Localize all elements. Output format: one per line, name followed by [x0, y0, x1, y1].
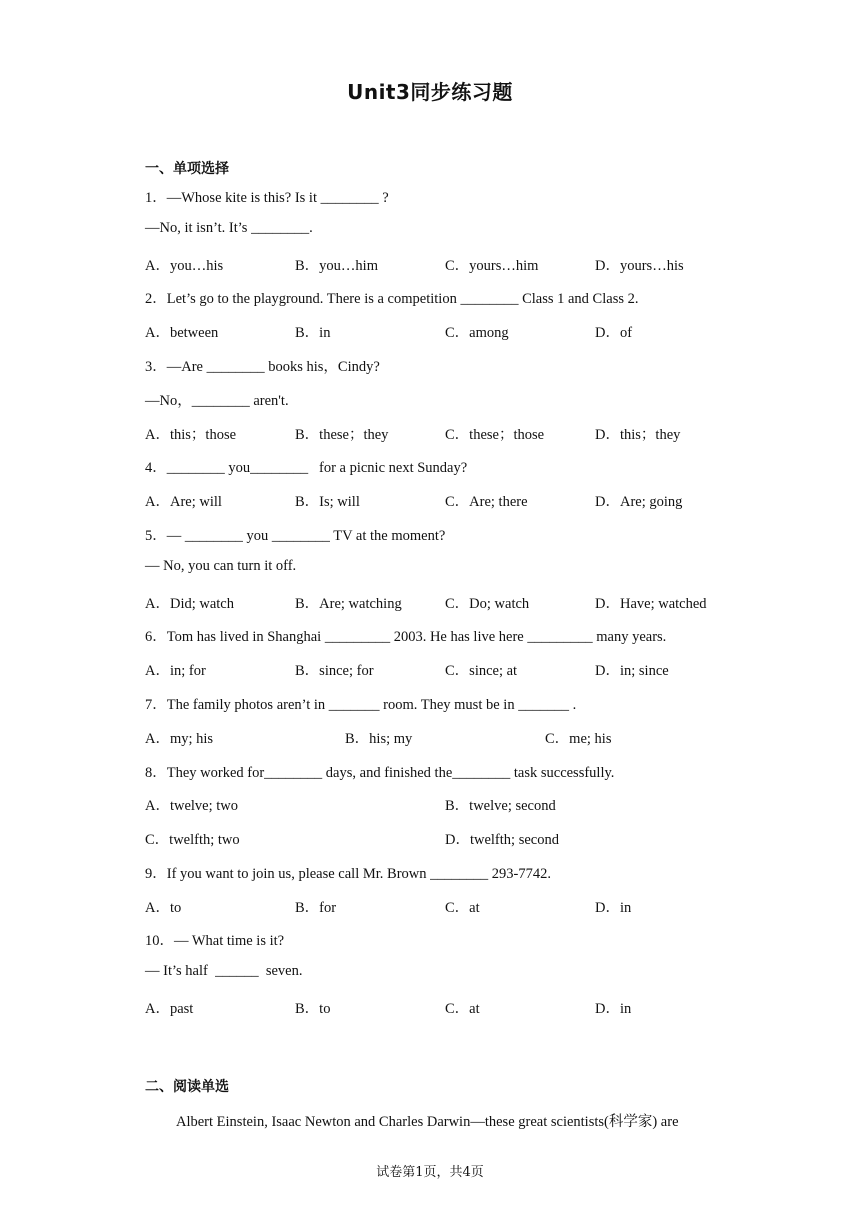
question-4-option-b: B．Is; will: [295, 494, 360, 510]
question-9-option-a: A．to: [145, 900, 182, 916]
question-6-option-a: A．in; for: [145, 663, 206, 679]
question-3-option-c: C．these；those: [445, 427, 545, 443]
question-10-option-b: B．to: [295, 1001, 331, 1017]
question-10-option-a: A．past: [145, 1001, 194, 1017]
question-2-option-d: D．of: [595, 325, 633, 341]
question-5-line-2: — No, you can turn it off.: [145, 558, 297, 574]
question-5-option-d: D．Have; watched: [595, 596, 707, 612]
question-10-option-c: C．at: [445, 1001, 480, 1017]
question-2-option-a: A．between: [145, 325, 219, 341]
question-4-option-c: C．Are; there: [445, 494, 528, 510]
question-2-option-c: C．among: [445, 325, 509, 341]
question-8-line-1: 8．They worked for________ days, and finished the________ task successfully.: [145, 765, 615, 781]
section-heading-single-choice: 一、单项选择: [145, 161, 229, 177]
question-7-option-b: B．his; my: [345, 731, 413, 747]
page-footer: 试卷第1页，共4页: [376, 1165, 484, 1180]
question-6-line-1: 6．Tom has lived in Shanghai _________ 2003. He has live here _________ many years.: [145, 629, 667, 645]
question-9-option-b: B．for: [295, 900, 337, 916]
question-6-option-b: B．since; for: [295, 663, 374, 679]
question-6-option-d: D．in; since: [595, 663, 669, 679]
question-5-line-1: 5．— ________ you ________ TV at the moment?: [145, 528, 446, 544]
question-8-option-d: D．twelfth; second: [445, 832, 559, 848]
question-2-option-b: B．in: [295, 325, 331, 341]
question-1-option-d: D．yours…his: [595, 258, 684, 274]
question-7-line-1: 7．The family photos aren’t in _______ room. They must be in _______ .: [145, 697, 577, 713]
question-10-option-d: D．in: [595, 1001, 632, 1017]
question-7-option-a: A．my; his: [145, 731, 214, 747]
question-3-option-b: B．these；they: [295, 427, 389, 443]
question-3-line-1: 3．—Are ________ books his，Cindy?: [145, 359, 380, 375]
question-9-line-1: 9．If you want to join us, please call Mr. Brown ________ 293-7742.: [145, 866, 551, 882]
question-1-option-c: C．yours…him: [445, 258, 539, 274]
reading-passage-line-1: Albert Einstein, Isaac Newton and Charles Darwin—these great scientists(科学家) are: [176, 1114, 679, 1130]
question-3-option-a: A．this；those: [145, 427, 237, 443]
section-heading-reading: 二、阅读单选: [145, 1079, 229, 1095]
question-10-line-2: — It’s half ______ seven.: [145, 963, 303, 979]
question-1-option-b: B．you…him: [295, 258, 378, 274]
question-4-option-a: A．Are; will: [145, 494, 222, 510]
question-8-option-a: A．twelve; two: [145, 798, 239, 814]
question-8-option-c: C．twelfth; two: [145, 832, 240, 848]
question-5-option-a: A．Did; watch: [145, 596, 234, 612]
question-7-option-c: C．me; his: [545, 731, 612, 747]
question-1-option-a: A．you…his: [145, 258, 224, 274]
question-1-line-1: 1．—Whose kite is this? Is it ________ ?: [145, 190, 389, 206]
question-8-option-b: B．twelve; second: [445, 798, 556, 814]
question-9-option-d: D．in: [595, 900, 632, 916]
question-4-line-1: 4．________ you________ for a picnic next Sunday?: [145, 460, 468, 476]
question-3-option-d: D．this；they: [595, 427, 681, 443]
question-5-option-b: B．Are; watching: [295, 596, 402, 612]
question-3-line-2: —No，________ aren't.: [145, 393, 289, 409]
question-9-option-c: C．at: [445, 900, 480, 916]
question-10-line-1: 10．— What time is it?: [145, 933, 285, 949]
page-title: Unit3同步练习题: [347, 80, 513, 104]
question-6-option-c: C．since; at: [445, 663, 518, 679]
question-1-line-2: —No, it isn’t. It’s ________.: [145, 220, 313, 236]
question-4-option-d: D．Are; going: [595, 494, 683, 510]
question-2-line-1: 2．Let’s go to the playground. There is a competition ________ Class 1 and Class 2.: [145, 291, 639, 307]
question-5-option-c: C．Do; watch: [445, 596, 530, 612]
